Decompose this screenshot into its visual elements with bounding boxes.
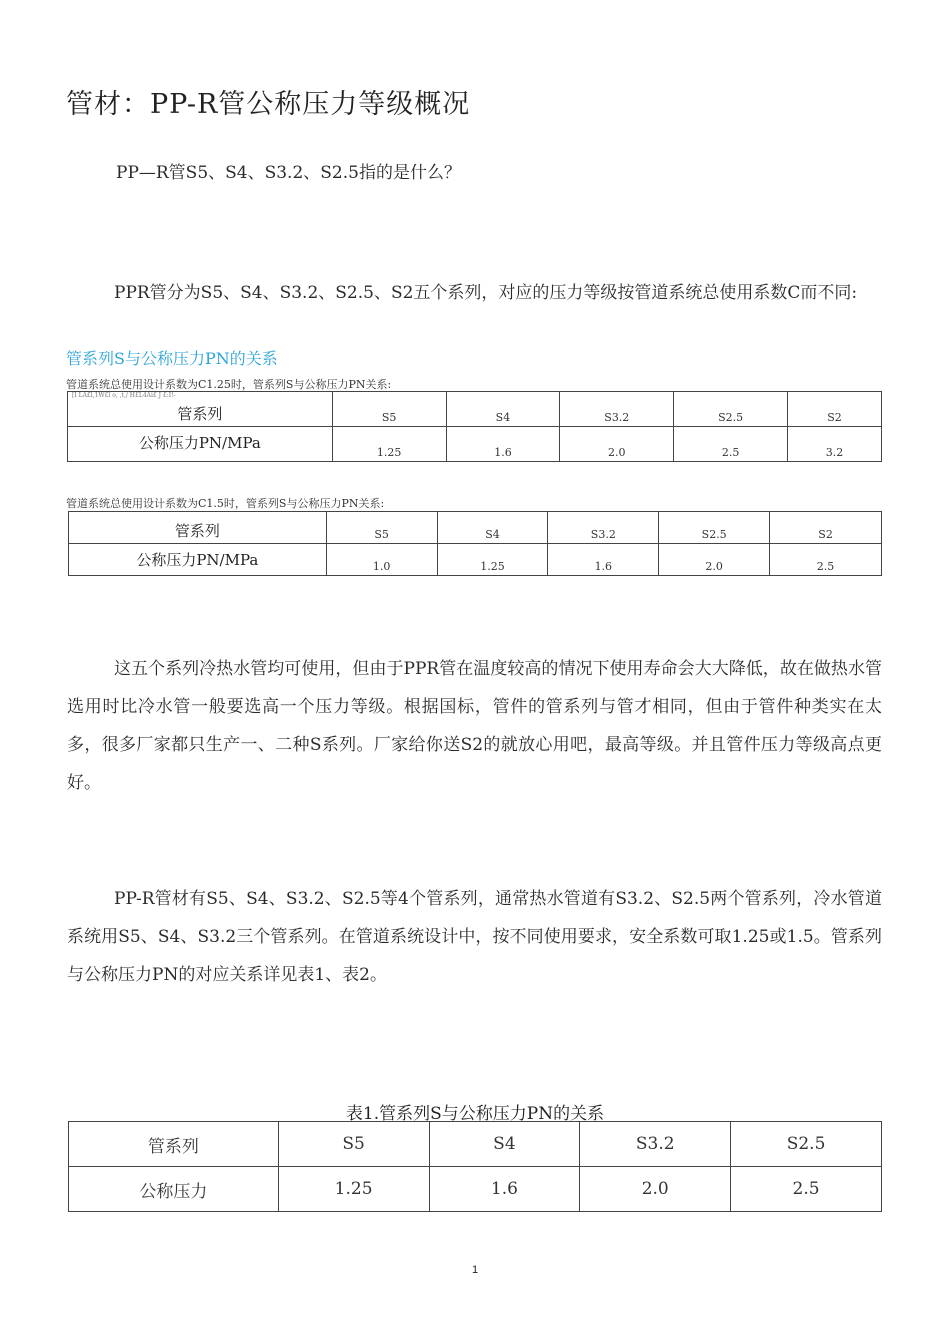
page-number: 1: [471, 1264, 479, 1276]
table-cell: 1.6: [429, 1167, 580, 1212]
table-cell: 1.25: [332, 427, 446, 462]
table-cell: S3.2: [560, 392, 674, 427]
table-cell: S2: [770, 512, 882, 544]
table2-note: 管道系统总使用设计系数为C1.5时，管系列S与公称压力PN关系:: [66, 497, 385, 510]
question-text: PP—R管S5、S4、S3.2、S2.5指的是什么？: [116, 163, 461, 183]
table-cell: 1.25: [278, 1167, 429, 1212]
table-cell: S4: [429, 1122, 580, 1167]
table-cell: S2.5: [674, 392, 788, 427]
page-title: 管材：PP-R管公称压力等级概况: [66, 89, 471, 120]
table-caption: 表1.管系列S与公称压力PN的关系: [345, 1104, 605, 1124]
table-row: [69, 1122, 882, 1167]
body-paragraph-2: 这五个系列冷热水管均可使用，但由于PPR管在温度较高的情况下使用寿命会大大降低，故在做热水管选用时比冷水管一般要选高一个压力等级。根据国标，管件的管系列与管才相同，但由于管件种类实在太多，很多厂家都只生产一、二种S系列。厂家给你送S2的就放心用吧，最高等级。并且管件压力等级高点更好。: [67, 659, 882, 793]
table-cell: 2.0: [580, 1167, 731, 1212]
body-paragraph-3: PP-R管材有S5、S4、S3.2、S2.5等4个管系列，通常热水管道有S3.2、S2.5两个管系列，冷水管道系统用S5、S4、S3.2三个管系列。在管道系统设计中，按不同使用要求，安全系数可取1.25或1.5。管系列与公称压力PN的对应关系详见表1、表2。: [67, 889, 882, 985]
table-cell: 2.5: [731, 1167, 882, 1212]
table-cell: 管系列: [68, 392, 333, 427]
pressure-table-c15: [68, 511, 882, 576]
pressure-table-c125: [67, 391, 882, 462]
table-cell: 3.2: [788, 427, 882, 462]
table-cell: 公称压力PN/MPa: [69, 544, 327, 576]
intro-paragraph: PPR管分为S5、S4、S3.2、S2.5、S2五个系列，对应的压力等级按管道系统总使用系数C而不同:: [114, 283, 858, 303]
table-cell: S3.2: [580, 1122, 731, 1167]
table-cell: S5: [326, 512, 437, 544]
table-row: [68, 427, 882, 462]
table-cell: 2.0: [659, 544, 770, 576]
table-cell: 2.5: [674, 427, 788, 462]
table1-note: 管道系统总使用设计系数为C1.25时，管系列S与公称压力PN关系:: [66, 378, 392, 391]
table-cell: S2: [788, 392, 882, 427]
table-cell: 1.6: [446, 427, 560, 462]
table-cell: S4: [437, 512, 548, 544]
pressure-table-1: [68, 1121, 882, 1212]
table-cell: 1.6: [548, 544, 659, 576]
table-cell: 2.0: [560, 427, 674, 462]
table-cell: 1.25: [437, 544, 548, 576]
table-cell: S2.5: [659, 512, 770, 544]
table-cell: S2.5: [731, 1122, 882, 1167]
table-row: [69, 1167, 882, 1212]
table-cell: 管系列: [69, 512, 327, 544]
table-cell: 1.0: [326, 544, 437, 576]
section-subheading: 管系列S与公称压力PN的关系: [66, 349, 278, 368]
table-cell: 公称压力PN/MPa: [68, 427, 333, 462]
table-cell: S3.2: [548, 512, 659, 544]
table-cell: S5: [332, 392, 446, 427]
table-cell: S5: [278, 1122, 429, 1167]
table-row: [69, 512, 882, 544]
table-cell: 2.5: [770, 544, 882, 576]
table-cell: S4: [446, 392, 560, 427]
table-row: [68, 392, 882, 427]
table-row: [69, 544, 882, 576]
table-cell: 管系列: [69, 1122, 279, 1167]
table-cell: 公称压力: [69, 1167, 279, 1212]
garbled-text: [I LA£l,1W£l o, ,t,/ H£L4Ai£ J £:I!-: [72, 392, 176, 399]
